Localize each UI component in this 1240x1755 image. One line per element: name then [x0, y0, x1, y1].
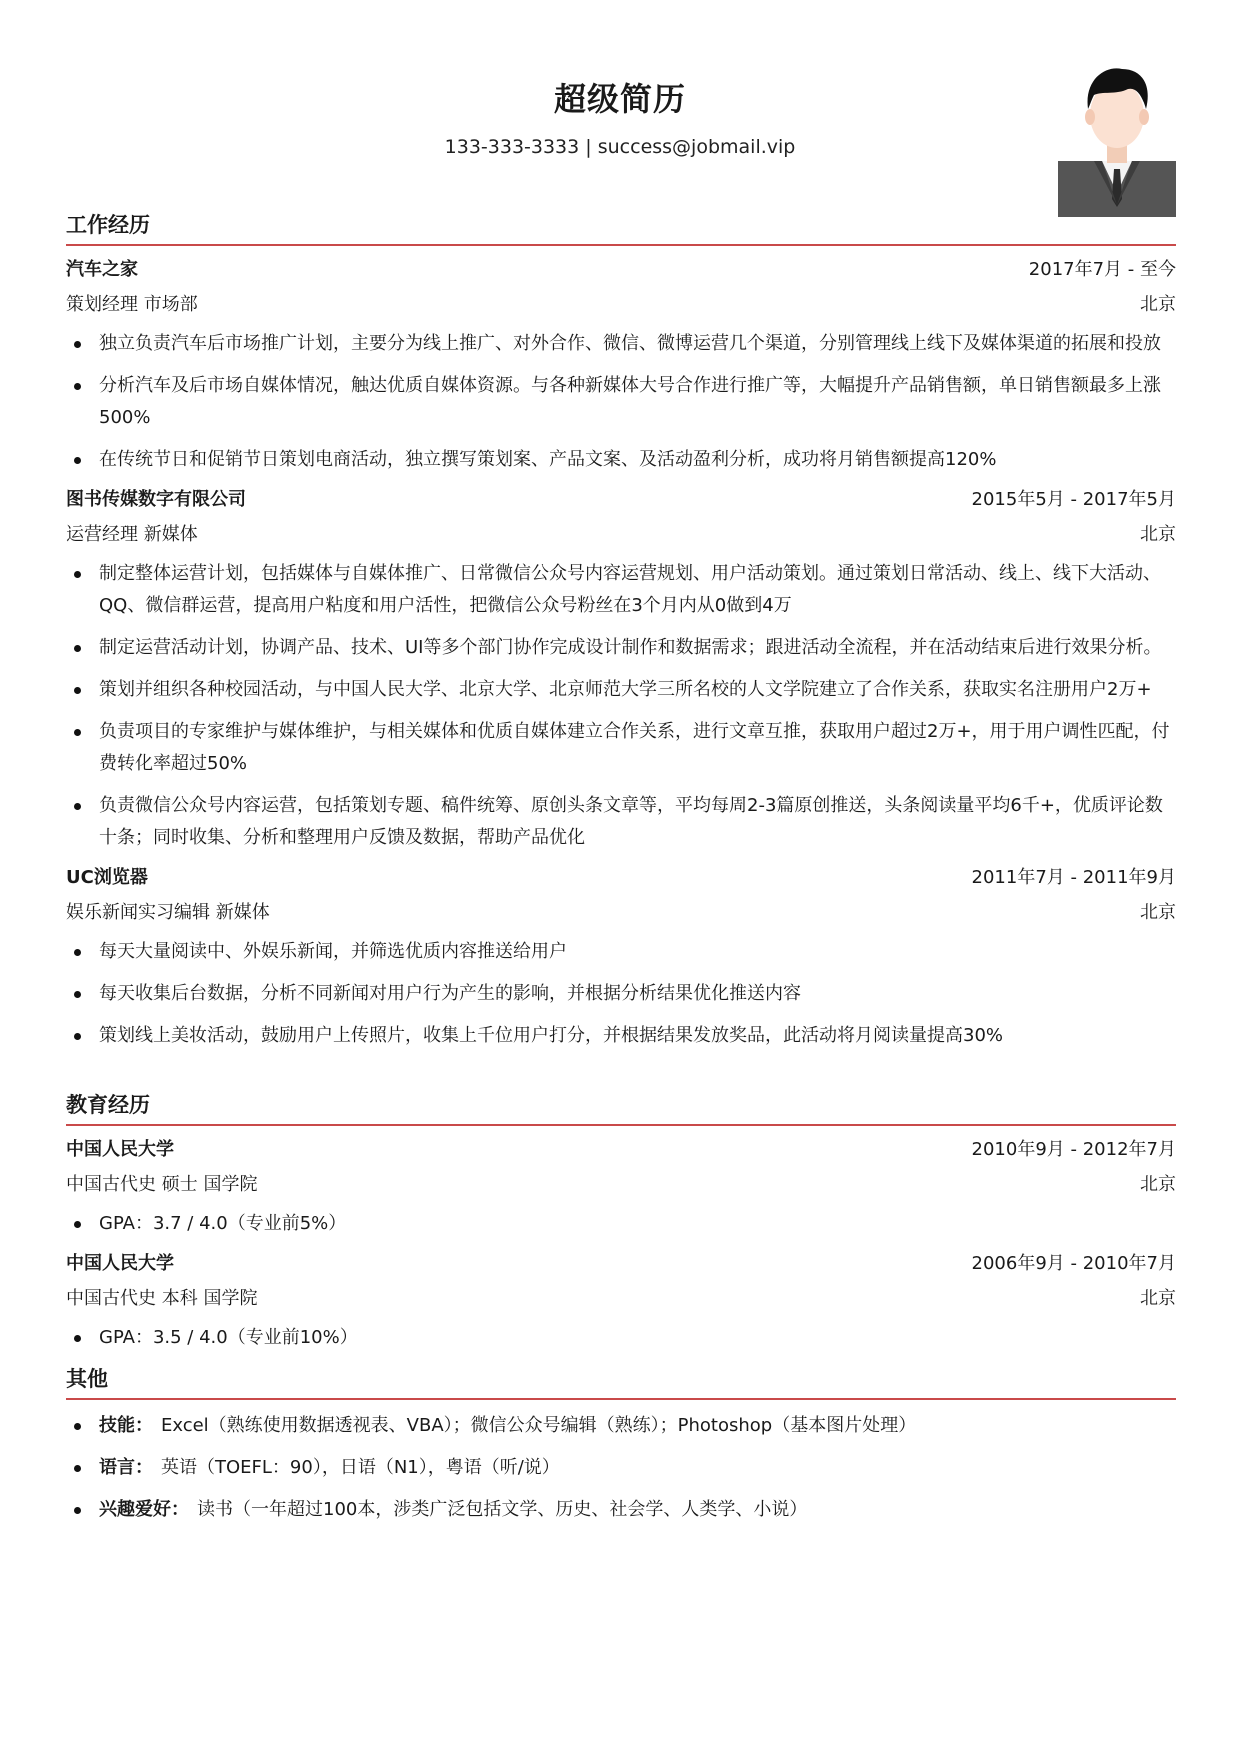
date-range: 2015年5月 - 2017年5月 — [971, 489, 1176, 510]
other-item-label: 语言： — [99, 1457, 153, 1478]
other-section — [66, 1364, 1176, 1536]
organization-name: 图书传媒数字有限公司 — [66, 489, 246, 510]
other-item-label: 兴趣爱好： — [99, 1499, 189, 1520]
other-item — [66, 1494, 1176, 1526]
other-item — [66, 1410, 1176, 1442]
work-section-divider — [66, 244, 1176, 246]
bullet-list — [66, 936, 1176, 1052]
work-entry — [66, 256, 1176, 476]
bullet-item: 每天大量阅读中、外娱乐新闻，并筛选优质内容推送给用户 — [66, 936, 1176, 968]
entry-header-row — [66, 256, 1176, 283]
other-section-title: 其他 — [66, 1367, 108, 1391]
education-section — [66, 1090, 1176, 1364]
entry-subheader-row — [66, 899, 1176, 926]
city: 北京 — [1140, 1288, 1176, 1309]
entry-header-row — [66, 1250, 1176, 1277]
entry-header-row — [66, 486, 1176, 513]
entry-header-row — [66, 864, 1176, 891]
entry-subheader-row — [66, 291, 1176, 318]
contact-line — [0, 134, 1240, 160]
bullet-list — [66, 328, 1176, 476]
organization-name: 中国人民大学 — [66, 1139, 174, 1160]
city: 北京 — [1140, 524, 1176, 545]
bullet-item: 制定运营活动计划，协调产品、技术、UI等多个部门协作完成设计制作和数据需求；跟进活动全流程，并在活动结束后进行效果分析。 — [66, 632, 1176, 664]
bullet-item: 负责项目的专家维护与媒体维护，与相关媒体和优质自媒体建立合作关系，进行文章互推，获取用户超过2万+，用于用户调性匹配，付费转化率超过50% — [66, 716, 1176, 780]
role-title: 中国古代史 本科 国学院 — [66, 1288, 258, 1309]
date-range: 2011年7月 - 2011年9月 — [971, 867, 1176, 888]
other-list — [66, 1410, 1176, 1526]
role-title: 策划经理 市场部 — [66, 294, 198, 315]
date-range: 2010年9月 - 2012年7月 — [971, 1139, 1176, 1160]
other-section-divider — [66, 1398, 1176, 1400]
bullet-item: 独立负责汽车后市场推广计划，主要分为线上推广、对外合作、微信、微博运营几个渠道，分别管理线上线下及媒体渠道的拓展和投放 — [66, 328, 1176, 360]
other-item — [66, 1452, 1176, 1484]
other-item-text: 读书（一年超过100本，涉类广泛包括文学、历史、社会学、人类学、小说） — [197, 1499, 808, 1520]
email-address: success@jobmail.vip — [597, 136, 796, 158]
name-title: 超级简历 — [553, 80, 686, 118]
role-title: 运营经理 新媒体 — [66, 524, 198, 545]
contact-separator: | — [579, 136, 598, 158]
entry-subheader-row — [66, 521, 1176, 548]
date-range: 2006年9月 - 2010年7月 — [971, 1253, 1176, 1274]
work-entry — [66, 486, 1176, 854]
education-entry — [66, 1250, 1176, 1354]
work-entry — [66, 864, 1176, 1052]
other-item-text: 英语（TOEFL：90），日语（N1），粤语（听/说） — [161, 1457, 560, 1478]
organization-name: 中国人民大学 — [66, 1253, 174, 1274]
work-section — [66, 210, 1176, 1062]
bullet-list — [66, 1322, 1176, 1354]
avatar-ear-right — [1139, 109, 1149, 125]
work-entries — [66, 256, 1176, 1052]
role-title: 娱乐新闻实习编辑 新媒体 — [66, 902, 270, 923]
avatar-ear-left — [1085, 109, 1095, 125]
education-entry — [66, 1136, 1176, 1240]
avatar — [1058, 65, 1176, 217]
organization-name: 汽车之家 — [66, 259, 138, 280]
phone-number: 133-333-3333 — [444, 136, 580, 158]
bullet-item: GPA：3.5 / 4.0（专业前10%） — [66, 1322, 1176, 1354]
city: 北京 — [1140, 294, 1176, 315]
bullet-item: 在传统节日和促销节日策划电商活动，独立撰写策划案、产品文案、及活动盈利分析，成功将月销售额提高120% — [66, 444, 1176, 476]
bullet-item: 每天收集后台数据，分析不同新闻对用户行为产生的影响，并根据分析结果优化推送内容 — [66, 978, 1176, 1010]
other-item-label: 技能： — [99, 1415, 153, 1436]
city: 北京 — [1140, 902, 1176, 923]
bullet-list — [66, 558, 1176, 854]
education-section-divider — [66, 1124, 1176, 1126]
bullet-item: 策划并组织各种校园活动，与中国人民大学、北京大学、北京师范大学三所名校的人文学院建立了合作关系，获取实名注册用户2万+ — [66, 674, 1176, 706]
bullet-item: 制定整体运营计划，包括媒体与自媒体推广、日常微信公众号内容运营规划、用户活动策划。通过策划日常活动、线上、线下大活动、QQ、微信群运营，提高用户粘度和用户活性，把微信公众号粉丝在3个月内从0做到4万 — [66, 558, 1176, 622]
entry-subheader-row — [66, 1285, 1176, 1312]
bullet-list — [66, 1208, 1176, 1240]
bullet-item: 负责微信公众号内容运营，包括策划专题、稿件统筹、原创头条文章等，平均每周2-3篇原创推送，头条阅读量平均6千+，优质评论数十条；同时收集、分析和整理用户反馈及数据，帮助产品优化 — [66, 790, 1176, 854]
entry-subheader-row — [66, 1171, 1176, 1198]
work-section-title: 工作经历 — [66, 213, 150, 237]
entry-header-row — [66, 1136, 1176, 1163]
organization-name: UC浏览器 — [66, 867, 148, 888]
bullet-item: 分析汽车及后市场自媒体情况，触达优质自媒体资源。与各种新媒体大号合作进行推广等，大幅提升产品销售额，单日销售额最多上涨500% — [66, 370, 1176, 434]
bullet-item: 策划线上美妆活动，鼓励用户上传照片，收集上千位用户打分，并根据结果发放奖品，此活动将月阅读量提高30% — [66, 1020, 1176, 1052]
education-entries — [66, 1136, 1176, 1354]
bullet-item: GPA：3.7 / 4.0（专业前5%） — [66, 1208, 1176, 1240]
resume-header — [0, 76, 1240, 160]
education-section-title: 教育经历 — [66, 1093, 150, 1117]
date-range: 2017年7月 - 至今 — [1028, 259, 1176, 280]
role-title: 中国古代史 硕士 国学院 — [66, 1174, 258, 1195]
other-item-text: Excel（熟练使用数据透视表、VBA）；微信公众号编辑（熟练）；Photoshop（基本图片处理） — [161, 1415, 917, 1436]
city: 北京 — [1140, 1174, 1176, 1195]
